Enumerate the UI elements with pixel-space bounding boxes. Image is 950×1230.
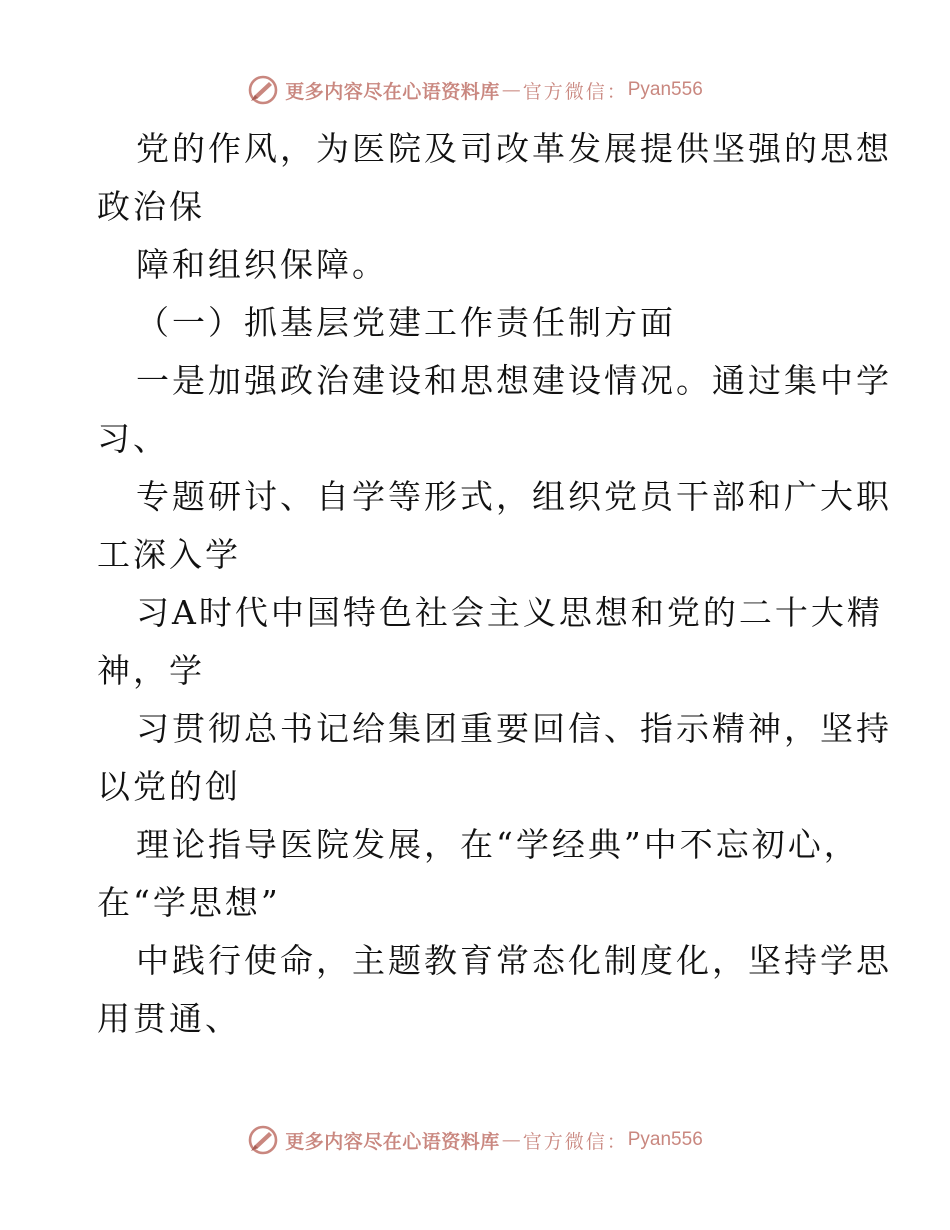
body-line: 习、	[97, 419, 169, 458]
wechat-id: Pyan556	[627, 1129, 703, 1150]
body-line: 习贯彻总书记给集团重要回信、指示精神，坚持	[136, 709, 892, 748]
body-line: 习A时代中国特色社会主义思想和党的二十大精	[136, 593, 883, 632]
footer-banner	[0, 1120, 950, 1160]
body-line: 障和组织保障。	[136, 245, 388, 284]
body-line: 党的作风，为医院及司改革发展提供坚强的思想	[136, 129, 892, 168]
brand-logo-icon	[247, 1124, 279, 1156]
body-line: 专题研讨、自学等形式，组织党员干部和广大职	[136, 477, 892, 516]
body-line: 政治保	[97, 187, 205, 226]
banner-separator: —	[501, 1129, 521, 1151]
body-line: 中践行使命，主题教育常态化制度化，坚持学思	[136, 941, 892, 980]
body-line: 工深入学	[97, 535, 241, 574]
body-line: 理论指导医院发展，在“学经典”中不忘初心，	[136, 825, 860, 864]
header-banner	[0, 70, 950, 110]
body-line: 以党的创	[97, 767, 241, 806]
body-line: 用贯通、	[97, 999, 241, 1038]
section-heading: （一）抓基层党建工作责任制方面	[136, 303, 676, 342]
banner-text: 更多内容尽在心语资料库	[285, 80, 500, 103]
wechat-label: 官方微信：	[522, 80, 628, 103]
banner-separator: —	[501, 79, 521, 101]
body-line: 神，学	[97, 651, 205, 690]
brand-logo-icon	[247, 74, 279, 106]
wechat-id: Pyan556	[627, 79, 703, 100]
body-line: 在“学思想”	[97, 883, 281, 922]
banner-text: 更多内容尽在心语资料库	[285, 1130, 500, 1153]
body-line: 一是加强政治建设和思想建设情况。通过集中学	[136, 361, 892, 400]
wechat-label: 官方微信：	[522, 1130, 628, 1153]
